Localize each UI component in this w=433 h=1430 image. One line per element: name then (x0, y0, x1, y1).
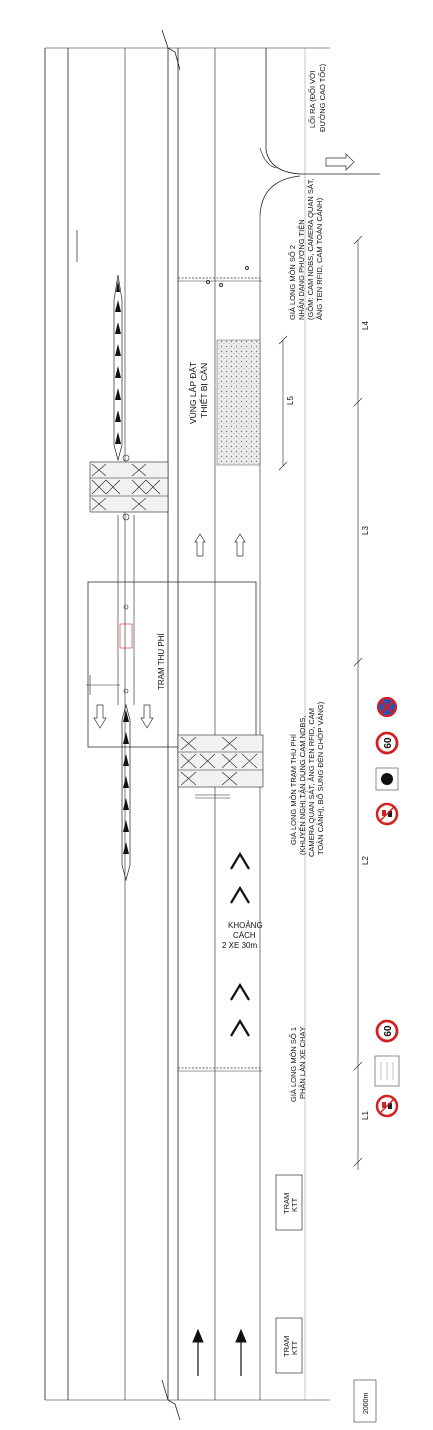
gantry-2-line1: GIÁ LONG MÔN SỐ 2 (288, 244, 297, 320)
no-overtaking-sign-lower-icon (377, 1096, 397, 1116)
toll-gantry-line3: CAMERA QUAN SÁT, ĂNG TEN RFID, CAM (307, 707, 316, 857)
gantry-1-line2: PHÂN LÀN XE CHẠY (298, 1026, 307, 1099)
speed-limit-sign-upper (377, 733, 397, 753)
median-chevron-lower (122, 705, 130, 880)
gantry-2-line4: ĂNG TEN RFID, CAM TOÀN CẢNH) (315, 197, 324, 320)
exit-note-line2: ĐƯỜNG CAO TỐC) (318, 63, 327, 132)
lane-arrow-up-icon (195, 534, 245, 556)
weighing-zone (217, 340, 260, 465)
gantry-2 (178, 267, 262, 287)
toll-gantry-line2: (KHUYẾN NGHỊ TẬN DỤNG CAM NDBS, (298, 715, 307, 855)
dimension-l2: L2 (361, 856, 370, 865)
break-mark-top (162, 30, 180, 70)
exit-note-line1: LỐI RA (ĐỐI VỚI (308, 70, 317, 128)
stop-signal-icon (376, 768, 398, 790)
dimension-l4: L4 (361, 321, 370, 330)
chevron-3 (231, 985, 249, 1000)
toll-station (88, 582, 256, 747)
dimension-l1: L1 (361, 1111, 370, 1120)
gantry-2-line2: NHẬN DẠNG PHƯƠNG TIỆN (297, 219, 306, 320)
gantry-1 (178, 1068, 262, 1071)
speed-limit-upper-value: 60 (383, 737, 394, 749)
spacing-note-line2: CÁCH (233, 931, 256, 940)
lane-arrow-solid-icon (193, 1330, 246, 1376)
spacing-note-line3: 2 XE 30m (222, 941, 258, 950)
gantry-1-label (288, 1026, 307, 1102)
toll-sign-box-2-line2: KTT (290, 1340, 299, 1355)
exit-note (307, 63, 327, 132)
toll-sign-box-1-line1: TRẠM (282, 1192, 291, 1214)
toll-sign-box-1-line2: KTT (290, 1197, 299, 1212)
toll-station-label: TRẠM THU PHÍ (157, 633, 166, 690)
dimension-line (354, 236, 362, 1170)
toll-booth (86, 515, 134, 705)
equipment-zone-label (188, 362, 209, 424)
speed-limit-sign-lower (377, 1021, 397, 1041)
lane-info-plate-icon (375, 1056, 399, 1086)
equipment-zone-line1: VÙNG LẮP ĐẶT (188, 361, 198, 424)
gantry-1-line1: GIÁ LONG MÔN SỐ 1 (289, 1026, 298, 1102)
dimension-l3: L3 (361, 526, 370, 535)
toll-sign-box-1 (276, 1175, 302, 1230)
median-chevron-upper (114, 275, 122, 460)
toll-barrier-upper (90, 455, 168, 520)
spacing-note-line1: KHOẢNG (228, 921, 263, 930)
exit-arrow-icon (326, 154, 354, 170)
speed-limit-lower-value: 60 (383, 1025, 394, 1037)
toll-gantry-line1: GIÁ LONG MÔN TRẠM THU PHÍ (289, 734, 298, 845)
lane-arrow-down-icon (94, 705, 153, 728)
exit-ramp-curve-outer (266, 150, 380, 174)
toll-barrier-lower (178, 735, 263, 798)
chevron-4 (231, 1021, 249, 1036)
distance-plate (354, 1380, 376, 1422)
distance-plate-text: 2000m (363, 1392, 370, 1414)
chevron-2 (231, 888, 249, 903)
dimension-l5: L5 (286, 396, 295, 405)
gantry-2-label (287, 178, 324, 320)
gantry-2-line3: (GỒM: CAM NDBS, CAMERA QUAN SÁT, (306, 178, 315, 320)
sign-no-stopping-icon (378, 698, 396, 716)
no-overtaking-sign-upper-icon (377, 804, 397, 824)
chevron-1 (231, 854, 249, 869)
toll-gantry-line4: TOÀN CẢNH), BỔ SUNG ĐÈN CHỚP VÀNG) (316, 701, 325, 855)
toll-sign-box-2-line1: TRẠM (282, 1335, 291, 1357)
road-lines (45, 30, 380, 1420)
exit-ramp-curve-inner (260, 176, 300, 215)
spacing-note (222, 921, 263, 950)
equipment-zone-line2: THIẾT BỊ CÂN (199, 362, 209, 418)
toll-gantry-label (289, 701, 325, 857)
toll-sign-box-2 (276, 1318, 302, 1373)
